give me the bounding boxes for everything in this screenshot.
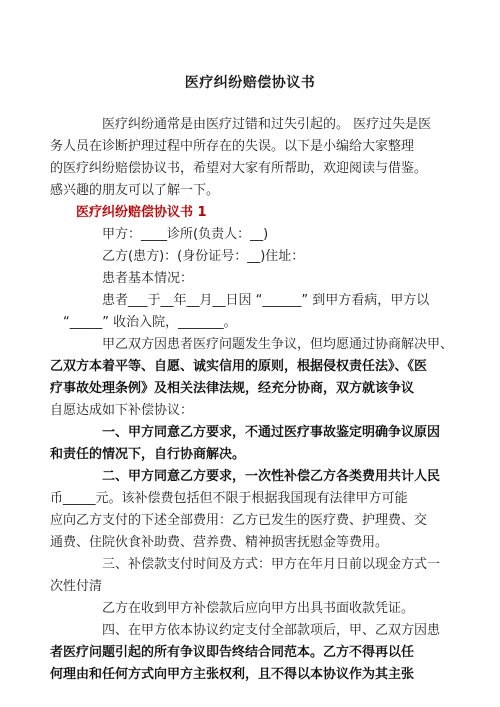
patient-info-line: 患者___于__年__月__日因 “______” 到甲方看病，甲方以 xyxy=(102,293,430,308)
patient-info-label: 患者基本情况： xyxy=(102,271,194,286)
clause-4-paragraph xyxy=(50,620,441,686)
clause-2-line: 二、甲方同意乙方要求，一次性补偿乙方各类费用共计人民 xyxy=(102,469,441,484)
clause-2-line: 币_____元。该补偿费包括但不限于根据我国现有法律甲方可能 xyxy=(50,491,408,506)
party-b-line: 乙方(患方)：(身份证号：__)住址： xyxy=(102,249,305,264)
clause-1-line: 一、甲方同意乙方要求，不通过医疗事故鉴定明确争议原因 xyxy=(102,425,441,440)
clause-1-paragraph xyxy=(50,422,441,466)
document-title: 医疗纠纷赔偿协议书 xyxy=(184,75,316,91)
mediation-paragraph xyxy=(50,334,454,422)
clause-3-line: 三、补偿款支付时间及方式：甲方在年月日前以现金方式一 xyxy=(102,557,441,572)
intro-paragraph xyxy=(50,114,432,202)
clause-2-line: 应向乙方支付的下述全部费用：乙方已发生的医疗费、护理费、交 xyxy=(50,513,428,528)
patient-info-line: “_____” 收治入院，_______。 xyxy=(63,315,237,330)
intro-line: 务人员在诊断护理过程中所存在的失误。以下是小编给大家整理 xyxy=(50,139,415,154)
clause-2-line: 通费、住院伙食补助费、营养费、精神损害抚慰金等费用。 xyxy=(50,535,389,550)
clause-3-paragraph xyxy=(50,554,441,598)
mediation-line: 甲乙双方因患者医疗问题发生争议，但均愿通过协商解决甲、 xyxy=(102,337,454,352)
intro-line: 的医疗纠纷赔偿协议书，希望对大家有所帮助，欢迎阅读与借鉴。 xyxy=(50,161,428,176)
patient-info-paragraph xyxy=(63,290,430,334)
intro-line: 感兴趣的朋友可以了解一下。 xyxy=(50,183,220,198)
mediation-line: 疗事故处理条例》及相关法律法规，经充分协商，双方就该争议 xyxy=(50,381,415,396)
clause-4-line: 何理由和任何方式向甲方主张权利，且不得以本协议作为其主张 xyxy=(50,667,415,682)
clause-1-line: 和责任的情况下，自行协商解决。 xyxy=(50,447,246,462)
party-a-line: 甲方：____诊所(负责人：__) xyxy=(102,227,269,242)
clause-4-line: 四、在甲方依本协议约定支付全部款项后，甲、乙双方因患 xyxy=(102,623,441,638)
clause-3-line: 次性付清 xyxy=(50,579,103,594)
clause-3b-line: 乙方在收到甲方补偿款后应向甲方出具书面收款凭证。 xyxy=(102,601,415,616)
mediation-line: 自愿达成如下补偿协议： xyxy=(50,403,194,418)
intro-line: 医疗纠纷通常是由医疗过错和过失引起的。 医疗过失是医 xyxy=(102,117,432,132)
clause-4-line: 者医疗问题引起的所有争议即告终结合同范本。乙方不得再以任 xyxy=(50,645,415,660)
mediation-line: 乙双方本着平等、自愿、诚实信用的原则，根据侵权责任法》、《医 xyxy=(50,359,428,374)
clause-2-paragraph xyxy=(50,466,441,554)
section-heading: 医疗纠纷赔偿协议书 1 xyxy=(76,205,207,220)
